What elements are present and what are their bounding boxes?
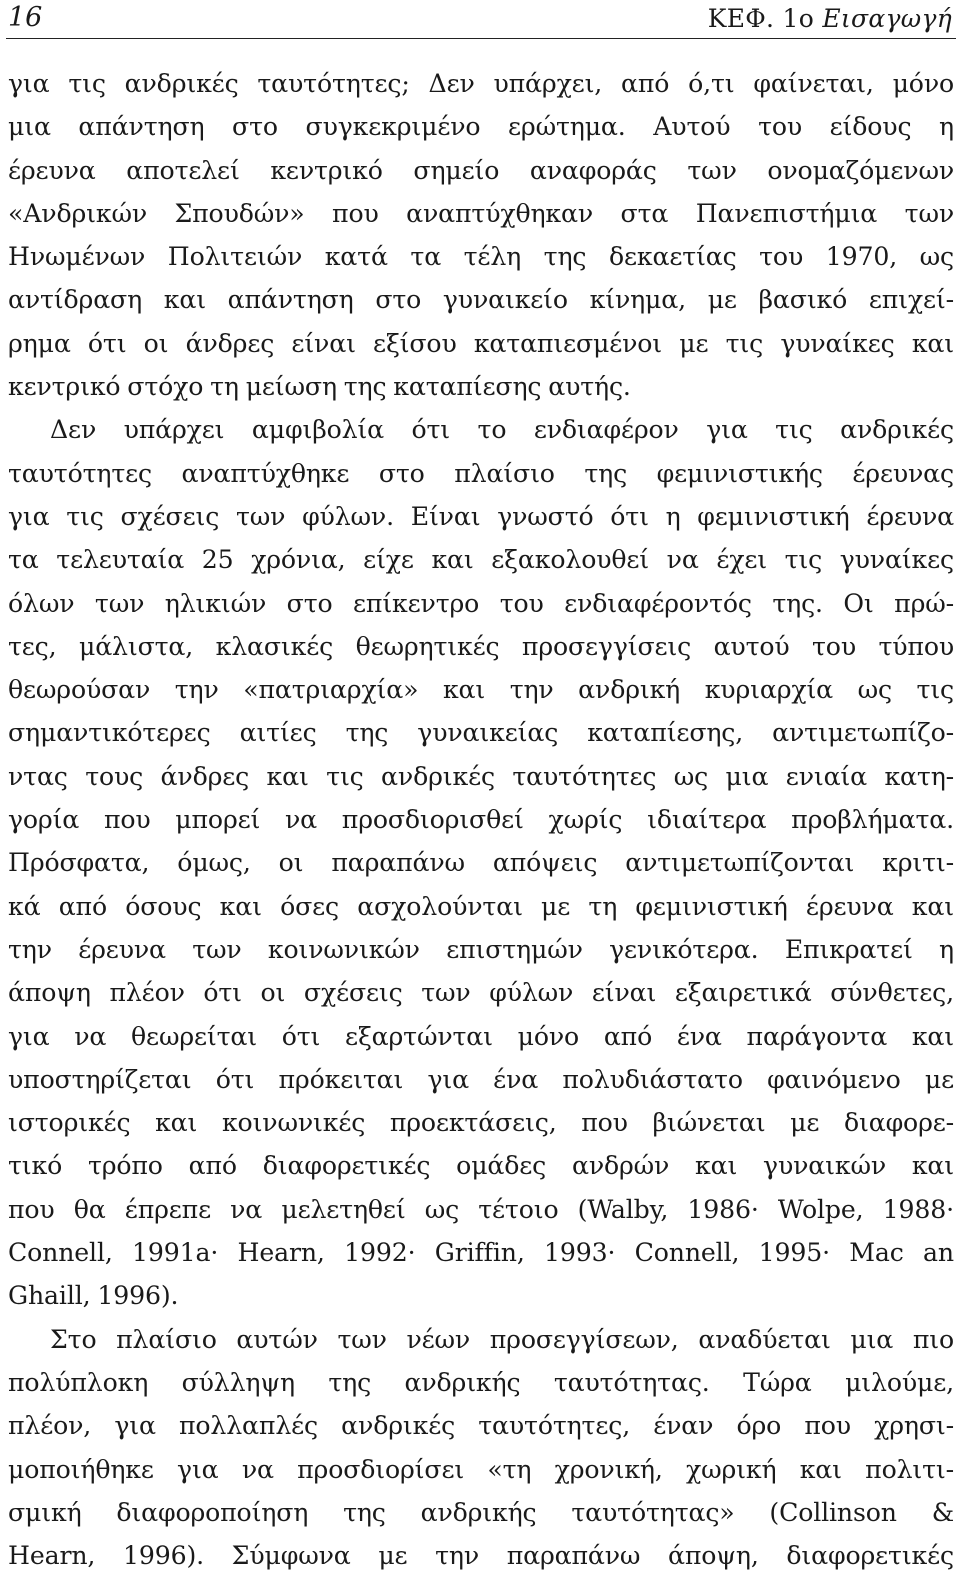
text-line: όλων των ηλικιών στο επίκεντρο του ενδιαφέροντός της. Οι πρώ- — [8, 588, 954, 618]
chapter-title: Εισαγωγή — [822, 4, 952, 33]
text-line: τες, μάλιστα, κλασικές θεωρητικές προσεγγίσεις αυτού του τύπου — [8, 631, 954, 661]
text-line: την έρευνα των κοινωνικών επιστημών γενικότερα. Επικρατεί η — [8, 934, 954, 964]
text-line: γορία που μπορεί να προσδιορισθεί χωρίς ιδιαίτερα προβλήματα. — [8, 805, 954, 835]
text-line: σμική διαφοροποίηση της ανδρικής ταυτότητας» (Collinson & — [8, 1497, 954, 1527]
text-line: ρημα ότι οι άνδρες είναι εξίσου καταπιεσμένοι με τις γυναίκες και — [8, 328, 954, 358]
text-line: ντας τους άνδρες και τις ανδρικές ταυτότητες ως μια ενιαία κατη- — [8, 761, 954, 791]
text-line: υποστηρίζεται ότι πρόκειται για ένα πολυδιάστατο φαινόμενο με — [8, 1064, 954, 1094]
text-line: Hearn, 1996). Σύμφωνα με την παραπάνω άποψη, διαφορετικές — [8, 1541, 954, 1571]
text-line: αντίδραση και απάντηση στο γυναικείο κίνημα, με βασικό επιχεί- — [8, 285, 954, 315]
page-number: 16 — [8, 2, 43, 33]
running-head — [708, 4, 952, 33]
text-line: ιστορικές και κοινωνικές προεκτάσεις, που βιώνεται με διαφορε- — [8, 1108, 954, 1138]
text-line: έρευνα αποτελεί κεντρικό σημείο αναφοράς των ονομαζόμενων — [8, 155, 954, 185]
text-line: για τις σχέσεις των φύλων. Είναι γνωστό ότι η φεμινιστική έρευνα — [8, 501, 954, 531]
text-line: Πρόσφατα, όμως, οι παραπάνω απόψεις αντιμετωπίζονται κριτι- — [8, 848, 954, 878]
text-line: κεντρικό στόχο τη μείωση της καταπίεσης αυτής. — [8, 372, 631, 402]
text-line: Connell, 1991a· Hearn, 1992· Griffin, 1993· Connell, 1995· Mac an — [8, 1238, 954, 1268]
text-line: πολύπλοκη σύλληψη της ανδρικής ταυτότητας. Τώρα μιλούμε, — [8, 1367, 954, 1397]
paragraph-start: Δεν υπάρχει αμφιβολία ότι το ενδιαφέρον για τις ανδρικές — [50, 415, 954, 445]
text-line: μοποιήθηκε για να προσδιορίσει «τη χρονική, χωρική και πολιτι- — [8, 1454, 954, 1484]
text-line: τικό τρόπο από διαφορετικές ομάδες ανδρών και γυναικών και — [8, 1151, 954, 1181]
text-line: «Ανδρικών Σπουδών» που αναπτύχθηκαν στα Πανεπιστήμια των — [8, 198, 954, 228]
text-line: σημαντικότερες αιτίες της γυναικείας καταπίεσης, αντιμετωπίζο- — [8, 718, 954, 748]
running-header — [6, 2, 956, 36]
text-line: κά από όσους και όσες ασχολούνται με τη φεμινιστική έρευνα και — [8, 891, 954, 921]
text-line: ταυτότητες αναπτύχθηκε στο πλαίσιο της φεμινιστικής έρευνας — [8, 458, 954, 488]
chapter-label: ΚΕΦ. 1ο — [707, 4, 815, 33]
text-line: για να θεωρείται ότι εξαρτώνται μόνο από ένα παράγοντα και — [8, 1021, 954, 1051]
text-line: θεωρούσαν την «πατριαρχία» και την ανδρική κυριαρχία ως τις — [8, 675, 954, 705]
text-line: Ηνωμένων Πολιτειών κατά τα τέλη της δεκαετίας του 1970, ως — [8, 242, 954, 272]
header-rule — [6, 38, 956, 39]
paragraph-start: Στο πλαίσιο αυτών των νέων προσεγγίσεων, αναδύεται μια πιο — [50, 1324, 954, 1354]
text-line: μια απάντηση στο συγκεκριμένο ερώτημα. Αυτού του είδους η — [8, 112, 954, 142]
text-line: που θα έπρεπε να μελετηθεί ως τέτοιο (Walby, 1986· Wolpe, 1988· — [8, 1194, 954, 1224]
text-line: Ghaill, 1996). — [8, 1281, 179, 1311]
text-line: άποψη πλέον ότι οι σχέσεις των φύλων είναι εξαιρετικά σύνθετες, — [8, 978, 954, 1008]
text-line: πλέον, για πολλαπλές ανδρικές ταυτότητες, έναν όρο που χρησι- — [8, 1411, 954, 1441]
body-text — [8, 62, 954, 1577]
text-line: τα τελευταία 25 χρόνια, είχε και εξακολουθεί να έχει τις γυναίκες — [8, 545, 954, 575]
text-line: για τις ανδρικές ταυτότητες; Δεν υπάρχει, από ό,τι φαίνεται, μόνο — [8, 69, 954, 98]
